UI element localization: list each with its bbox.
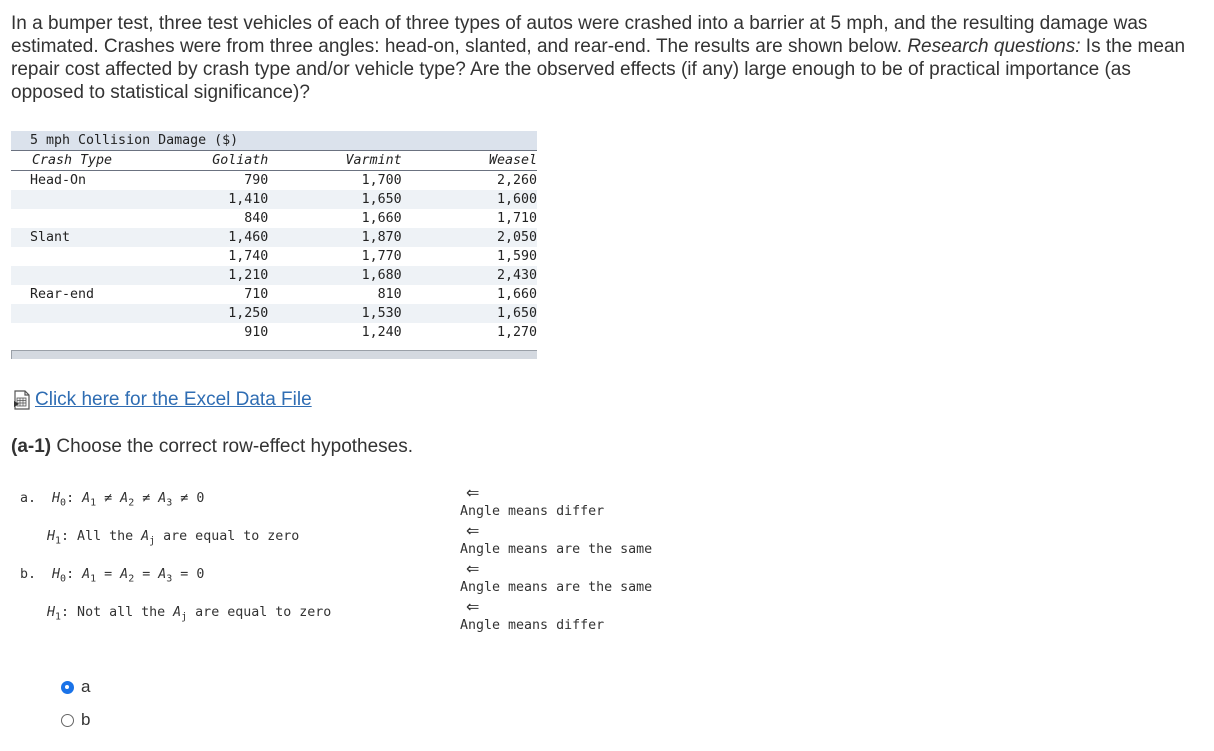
damage-cell: 710: [244, 287, 269, 302]
crash-type-cell: [11, 266, 188, 285]
table-row: [11, 304, 537, 323]
intro-text-1: In a bumper test, three test vehicles of each of three types of autos were crashed into a barrier at 5 mph, and the resulting damage was estimated. Crashes were from three angles: head-on, slanted, and rear-end. The results are shown below.: [11, 13, 1148, 57]
table-title: 5 mph Collision Damage ($): [11, 131, 537, 151]
desc-1: Angle means differ: [460, 504, 605, 519]
table-row: [11, 228, 537, 247]
damage-cell: 1,660: [496, 287, 537, 302]
answer-option-b[interactable]: [61, 710, 90, 730]
crash-type-cell: [11, 190, 188, 209]
crash-type-cell: [11, 209, 188, 228]
header-weasel: Weasel: [402, 151, 537, 171]
damage-cell: 1,210: [188, 266, 269, 285]
research-questions-label: Research questions:: [907, 36, 1081, 57]
question-text: Choose the correct row-effect hypotheses.: [51, 436, 414, 457]
question-a1: [11, 436, 413, 458]
crash-type-cell: Slant: [11, 228, 188, 247]
option-b-h1-text: $H_1$: Not all the $A_j$ are equal to zero: [47, 605, 332, 623]
crash-type-cell: [11, 247, 188, 266]
table-row: [11, 209, 537, 228]
crash-type-cell: Head-On: [30, 173, 87, 188]
damage-cell: 1,710: [496, 211, 537, 226]
table-row: [11, 190, 537, 209]
damage-cell: 1,650: [268, 190, 401, 209]
damage-cell: 1,410: [188, 190, 269, 209]
option-a-h1-text: $H_1$: All the $A_j$ are equal to zero: [47, 529, 300, 547]
option-a-h0-text: $H_0$: $A_1 \ne A_2 \ne A_3 \ne 0$: [52, 491, 205, 509]
desc-2: Angle means are the same: [460, 542, 653, 557]
left-arrow-icon: ⇐: [466, 523, 480, 540]
table-footer-bar: [11, 350, 537, 359]
table-spacer: [11, 342, 537, 350]
damage-cell: 790: [244, 173, 269, 188]
option-b-h0-text: $H_0$: $A_1 = A_2 = A_3 = 0$: [52, 567, 205, 585]
damage-cell: 1,650: [402, 304, 537, 323]
crash-type-cell: [11, 323, 188, 342]
damage-cell: 840: [244, 211, 269, 226]
option-a-h1: [47, 529, 299, 547]
header-varmint: Varmint: [268, 151, 401, 171]
excel-file-icon: [13, 390, 31, 410]
damage-cell: 1,270: [496, 325, 537, 340]
table-row: [11, 171, 537, 191]
intro-text-2: Is the mean repair cost affected by crash type and/or vehicle type? Are the observed effects (if any) large enough to be of practical importance (as opposed to statistical significance)?: [11, 36, 1186, 103]
damage-cell: 2,050: [402, 228, 537, 247]
crash-type-cell: Rear-end: [30, 287, 95, 302]
crash-type-cell: [11, 304, 188, 323]
damage-cell: 2,260: [496, 173, 537, 188]
damage-cell: 1,660: [361, 211, 402, 226]
damage-cell: 1,590: [496, 249, 537, 264]
damage-cell: 910: [244, 325, 269, 340]
table-header-row: [11, 151, 537, 171]
desc-4: Angle means differ: [460, 618, 605, 633]
answer-option-a[interactable]: [61, 677, 90, 697]
radio-b[interactable]: [61, 714, 74, 727]
damage-cell: 1,460: [188, 228, 269, 247]
table-row: [11, 285, 537, 304]
damage-cell: 1,240: [361, 325, 402, 340]
damage-cell: 1,530: [268, 304, 401, 323]
header-goliath: Goliath: [188, 151, 269, 171]
left-arrow-icon: ⇐: [466, 599, 480, 616]
problem-intro: [11, 12, 1201, 104]
table-row: [11, 323, 537, 342]
damage-cell: 2,430: [402, 266, 537, 285]
option-b-h1: [47, 605, 331, 623]
table-row: [11, 266, 537, 285]
question-number: (a-1): [11, 436, 52, 457]
damage-cell: 1,870: [268, 228, 401, 247]
damage-cell: 1,250: [188, 304, 269, 323]
damage-cell: 1,740: [228, 249, 269, 264]
damage-cell: 1,700: [361, 173, 402, 188]
answer-a-label[interactable]: a: [81, 677, 91, 696]
left-arrow-icon: ⇐: [466, 485, 480, 502]
radio-a[interactable]: [61, 681, 74, 694]
left-arrow-icon: ⇐: [466, 561, 480, 578]
collision-damage-table: [11, 131, 537, 359]
option-a-prefix: a.: [20, 491, 37, 506]
desc-3: Angle means are the same: [460, 580, 653, 595]
data-table: [11, 151, 537, 350]
answer-b-label[interactable]: b: [81, 710, 91, 729]
excel-data-file-link[interactable]: [13, 389, 312, 411]
option-a-h0: [20, 491, 204, 509]
excel-link-label[interactable]: Click here for the Excel Data File: [35, 389, 312, 410]
option-b-prefix: b.: [20, 567, 37, 582]
damage-cell: 1,600: [402, 190, 537, 209]
table-row: [11, 247, 537, 266]
damage-cell: 1,770: [361, 249, 402, 264]
option-b-h0: [20, 567, 204, 585]
header-crash-type: Crash Type: [11, 151, 188, 171]
damage-cell: 1,680: [268, 266, 401, 285]
damage-cell: 810: [377, 287, 402, 302]
